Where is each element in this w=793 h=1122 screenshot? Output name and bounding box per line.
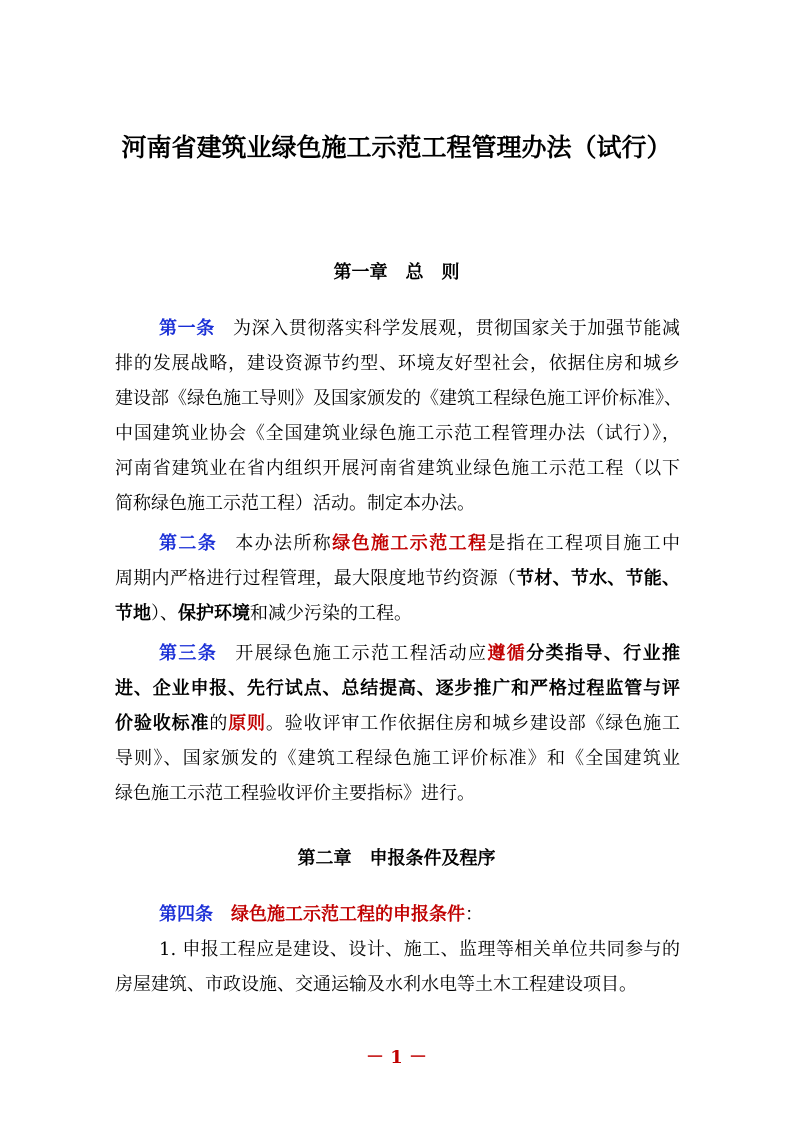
highlight-term: 绿色施工示范工程的申报条件 (231, 904, 465, 925)
article-1-line: 河南省建筑业在省内组织开展河南省建筑业绿色施工示范工程（以下 (115, 458, 680, 479)
article-1 (115, 311, 680, 521)
article-2-line: 周期内严格进行过程管理，最大限度地节约资源（节材、节水、节能、 (115, 568, 681, 589)
article-3-line: 导则》、国家颁发的《建筑工程绿色施工评价标准》和《全国建筑业 (115, 748, 680, 769)
article-1-line: 简称绿色施工示范工程）活动。制定本办法。 (115, 493, 475, 514)
article-4-heading: 第四条 绿色施工示范工程的申报条件： (159, 904, 483, 925)
bold-phrase: 价验收标准 (115, 713, 210, 734)
article-4-label: 第四条 (159, 904, 213, 925)
highlight-term: 绿色施工示范工程 (332, 533, 488, 554)
article-2-label: 第二条 (159, 533, 218, 554)
article-1-line: 中国建筑业协会《全国建筑业绿色施工示范工程管理办法（试行）》， (115, 423, 680, 444)
article-3-label: 第三条 (159, 643, 218, 664)
article-3-line: 第三条 开展绿色施工示范工程活动应遵循分类指导、行业推 (159, 643, 681, 664)
chapter-2-title: 第二章 申报条件及程序 (297, 848, 496, 869)
article-1-line: 排的发展战略，建设资源节约型、环境友好型社会，依据住房和城乡 (115, 353, 680, 374)
article-4 (115, 897, 680, 1002)
bold-phrase: 节地 (115, 603, 151, 624)
document-title: 河南省建筑业绿色施工示范工程管理办法（试行） (121, 133, 672, 162)
article-3-line: 价验收标准的原则。验收评审工作依据住房和城乡建设部《绿色施工 (115, 713, 681, 734)
article-2-line: 第二条 本办法所称绿色施工示范工程是指在工程项目施工中 (159, 533, 681, 554)
chapter-1-title: 第一章 总 则 (333, 262, 460, 283)
highlight-term: 原则 (228, 713, 266, 734)
bold-phrase: 分类指导、行业推 (526, 643, 681, 664)
article-1-line: 建设部《绿色施工导则》及国家颁发的《建筑工程绿色施工评价标准》、 (115, 388, 682, 409)
article-3-line: 绿色施工示范工程验收评价主要指标》进行。 (115, 783, 475, 804)
page-number: － 1 － (365, 1047, 428, 1068)
item-1-line: 1. 申报工程应是建设、设计、施工、监理等相关单位共同参与的 (159, 939, 680, 960)
article-2-line: 节地）、保护环境和减少污染的工程。 (115, 603, 412, 624)
bold-phrase: 节材、节水、节能、 (516, 568, 681, 589)
article-2 (115, 526, 680, 631)
article-3-line: 进、企业申报、先行试点、总结提高、逐步推广和严格过程监管与评 (115, 678, 680, 699)
highlight-term: 遵循 (487, 643, 527, 664)
article-1-label: 第一条 (159, 318, 215, 339)
bold-phrase: 保护环境 (178, 603, 250, 624)
article-3 (115, 636, 680, 811)
article-1-line: 第一条 为深入贯彻落实科学发展观，贯彻国家关于加强节能减 (159, 318, 681, 339)
item-1-line: 房屋建筑、市政设施、交通运输及水利水电等土木工程建设项目。 (115, 974, 637, 995)
